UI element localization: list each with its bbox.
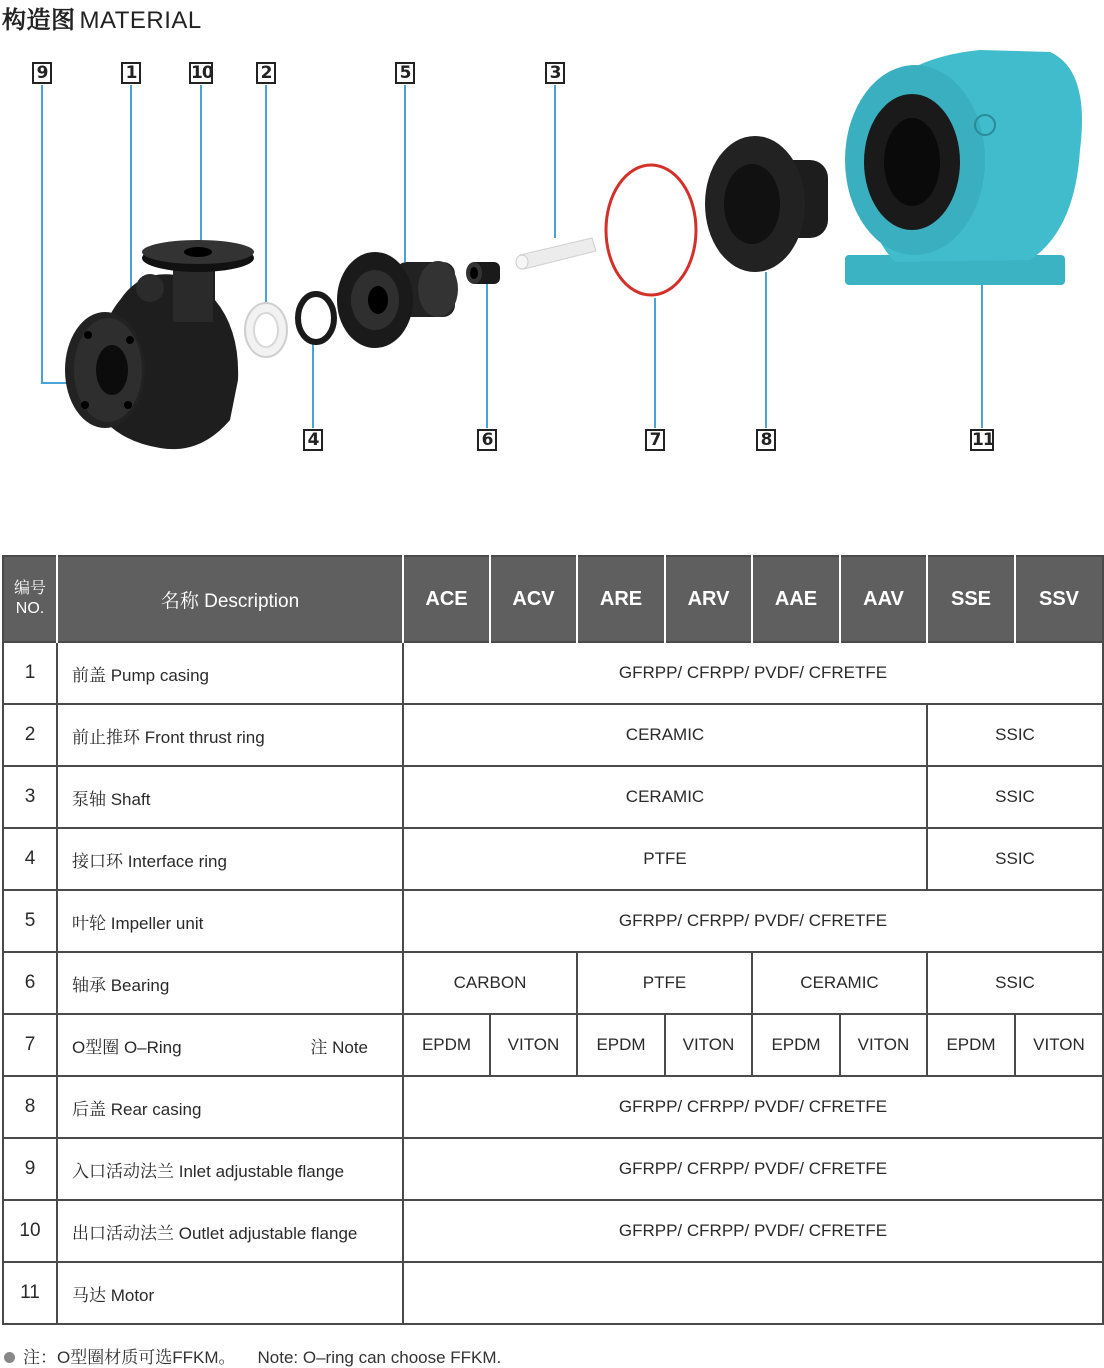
material-cell: PTFE xyxy=(577,952,752,1014)
footnote-en: Note: O–ring can choose FFKM. xyxy=(257,1348,502,1367)
row-desc: 后盖 Rear casing xyxy=(57,1076,403,1138)
row-desc: 前止推环 Front thrust ring xyxy=(57,704,403,766)
header-model: ARE xyxy=(577,556,665,642)
impeller-shape xyxy=(337,252,458,348)
oring-shape xyxy=(606,165,696,295)
callout-11: 11 xyxy=(972,430,994,450)
shaft-shape xyxy=(516,238,596,269)
header-model: ARV xyxy=(665,556,752,642)
note-label: 注 Note xyxy=(310,1037,368,1057)
material-cell: CERAMIC xyxy=(752,952,927,1014)
material-cell: EPDM xyxy=(403,1014,490,1076)
table-row xyxy=(3,1138,1103,1200)
row-desc: 入口活动法兰 Inlet adjustable flange xyxy=(57,1138,403,1200)
callout-9: 9 xyxy=(32,62,52,84)
callout-8: 8 xyxy=(756,429,776,451)
callout-10: 10 xyxy=(191,63,213,83)
header-description: 名称 Description xyxy=(57,556,403,642)
row-desc xyxy=(57,1014,403,1076)
header-model: SSV xyxy=(1015,556,1103,642)
row-desc: 前盖 Pump casing xyxy=(57,642,403,704)
table-row xyxy=(3,1076,1103,1138)
callout-4: 4 xyxy=(303,429,323,451)
material-cell: EPDM xyxy=(577,1014,665,1076)
callout-2: 2 xyxy=(256,62,276,84)
page-title xyxy=(2,0,202,35)
material-cell: CERAMIC xyxy=(403,704,927,766)
row-desc: 马达 Motor xyxy=(57,1262,403,1324)
header-model: SSE xyxy=(927,556,1015,642)
row-desc: 泵轴 Shaft xyxy=(57,766,403,828)
header-no xyxy=(3,556,57,642)
row-no: 7 xyxy=(3,1014,57,1076)
material-cell: PTFE xyxy=(403,828,927,890)
callout-7: 7 xyxy=(645,429,665,451)
material-cell: SSIC xyxy=(927,952,1103,1014)
footnote-cn: 注：O型圈材质可选FFKM。 xyxy=(23,1348,236,1367)
row-desc: 叶轮 Impeller unit xyxy=(57,890,403,952)
material-cell: GFRPP/ CFRPP/ PVDF/ CFRETFE xyxy=(403,890,1103,952)
material-cell: CERAMIC xyxy=(403,766,927,828)
header-model: ACV xyxy=(490,556,577,642)
table-row xyxy=(3,890,1103,952)
row-no: 2 xyxy=(3,704,57,766)
table-row xyxy=(3,1262,1103,1324)
row-no: 5 xyxy=(3,890,57,952)
row-no: 3 xyxy=(3,766,57,828)
callout-3: 3 xyxy=(545,62,565,84)
pump-casing-shape xyxy=(65,240,254,449)
bearing-shape xyxy=(466,262,500,284)
table-row xyxy=(3,1014,1103,1076)
table-header-row xyxy=(3,556,1103,642)
material-cell: GFRPP/ CFRPP/ PVDF/ CFRETFE xyxy=(403,1138,1103,1200)
material-cell: GFRPP/ CFRPP/ PVDF/ CFRETFE xyxy=(403,1076,1103,1138)
interface-ring-shape xyxy=(298,294,334,342)
row-no: 11 xyxy=(3,1262,57,1324)
material-cell: VITON xyxy=(1015,1014,1103,1076)
callout-6: 6 xyxy=(477,429,497,451)
row-desc: 接口环 Interface ring xyxy=(57,828,403,890)
material-cell: SSIC xyxy=(927,704,1103,766)
header-no-cn: 编号 xyxy=(13,580,46,597)
material-cell: SSIC xyxy=(927,828,1103,890)
material-cell: SSIC xyxy=(927,766,1103,828)
callout-5: 5 xyxy=(395,62,415,84)
title-en: MATERIAL xyxy=(79,7,202,34)
table-row xyxy=(3,1200,1103,1262)
row-no: 4 xyxy=(3,828,57,890)
table-row xyxy=(3,766,1103,828)
table-row xyxy=(3,952,1103,1014)
material-cell xyxy=(403,1262,1103,1324)
row-desc-text: O型圈 O–Ring xyxy=(72,1037,182,1057)
row-no: 6 xyxy=(3,952,57,1014)
table-row xyxy=(3,642,1103,704)
header-model: AAV xyxy=(840,556,927,642)
row-no: 1 xyxy=(3,642,57,704)
table-row xyxy=(3,704,1103,766)
rear-casing-shape xyxy=(705,136,828,272)
table-row xyxy=(3,828,1103,890)
material-cell: CARBON xyxy=(403,952,577,1014)
material-cell: VITON xyxy=(840,1014,927,1076)
row-desc: 出口活动法兰 Outlet adjustable flange xyxy=(57,1200,403,1262)
material-cell: VITON xyxy=(665,1014,752,1076)
material-cell: EPDM xyxy=(752,1014,840,1076)
title-cn: 构造图 xyxy=(2,7,76,34)
row-desc: 轴承 Bearing xyxy=(57,952,403,1014)
row-no: 8 xyxy=(3,1076,57,1138)
exploded-diagram xyxy=(0,40,1104,510)
row-no: 10 xyxy=(3,1200,57,1262)
thrust-ring-shape xyxy=(245,303,287,357)
material-cell: VITON xyxy=(490,1014,577,1076)
material-table xyxy=(2,555,1104,1325)
material-cell: EPDM xyxy=(927,1014,1015,1076)
material-cell: GFRPP/ CFRPP/ PVDF/ CFRETFE xyxy=(403,642,1103,704)
header-model: AAE xyxy=(752,556,840,642)
footnote xyxy=(4,1343,501,1368)
header-model: ACE xyxy=(403,556,490,642)
material-cell: GFRPP/ CFRPP/ PVDF/ CFRETFE xyxy=(403,1200,1103,1262)
callout-1: 1 xyxy=(121,62,141,84)
bullet-icon xyxy=(4,1352,15,1363)
header-no-en: NO. xyxy=(15,600,45,617)
row-no: 9 xyxy=(3,1138,57,1200)
motor-shape xyxy=(845,50,1082,285)
diagram-illustration xyxy=(0,40,1104,510)
